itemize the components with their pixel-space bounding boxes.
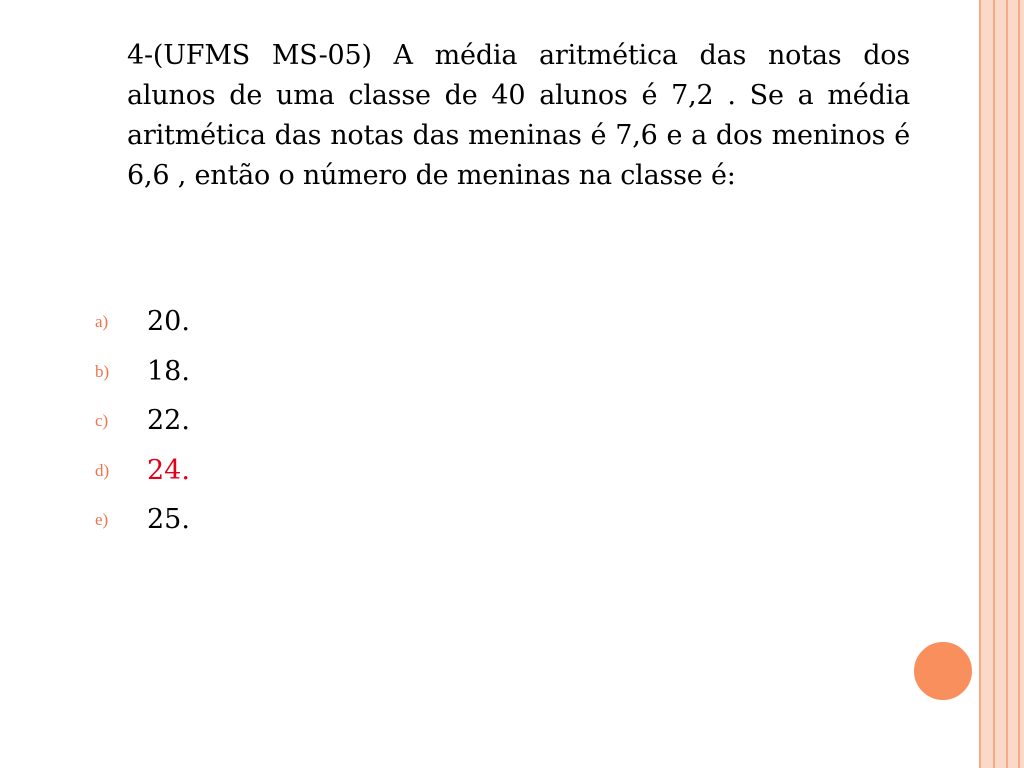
- decorative-circle: [911, 639, 975, 703]
- option-marker: c): [95, 411, 109, 430]
- answer-options: [95, 302, 695, 550]
- option-d: [95, 451, 695, 501]
- option-e: [95, 500, 695, 550]
- option-value: 18.: [147, 355, 190, 387]
- option-value: 20.: [147, 306, 190, 337]
- option-marker: a): [95, 312, 109, 331]
- option-a: [95, 302, 695, 352]
- option-c: [95, 401, 695, 451]
- option-b: [95, 352, 695, 402]
- option-value: 22.: [147, 405, 190, 436]
- option-marker: b): [95, 361, 110, 381]
- decorative-stripe: [979, 0, 981, 768]
- option-marker: e): [95, 510, 109, 529]
- question-text: 4-(UFMS MS-05) A média aritmética das notas dos alunos de uma classe de 40 alunos é 7,2 . Se a média aritmética das notas das meninas é 7,6 e a dos meninos é 6,6 , então o número de meninas na classe é:: [127, 40, 910, 191]
- decorative-stripe: [1018, 0, 1020, 768]
- option-value: 25.: [147, 504, 190, 535]
- option-value-highlighted: 24.: [147, 454, 190, 486]
- decorative-stripe: [1006, 0, 1008, 768]
- decorative-stripe: [993, 0, 995, 768]
- option-marker: d): [95, 460, 110, 480]
